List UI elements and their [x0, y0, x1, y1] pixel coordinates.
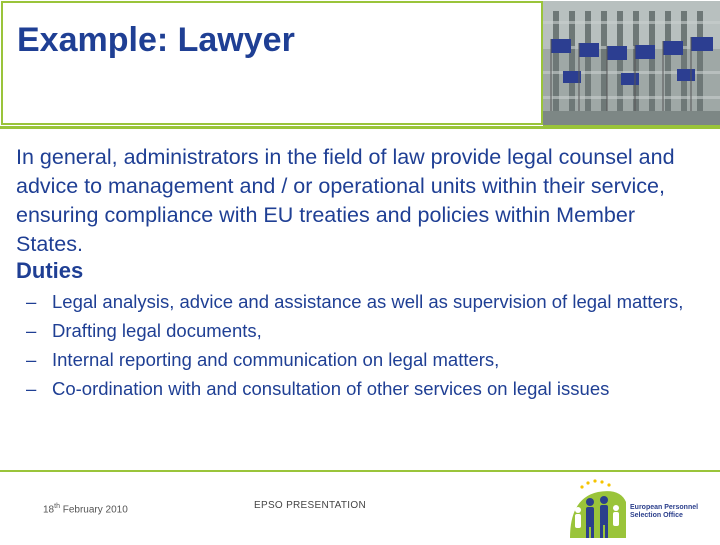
footer-presentation-label: EPSO PRESENTATION [254, 500, 366, 511]
dash-bullet: – [26, 291, 37, 312]
duties-list [26, 290, 720, 406]
slide-title: Example: Lawyer [17, 21, 295, 59]
duties-heading: Duties [16, 258, 84, 283]
footer-divider [0, 470, 720, 472]
list-item [26, 348, 720, 371]
list-item [26, 290, 720, 313]
title-box [1, 1, 543, 125]
header-divider [0, 126, 720, 129]
duty-text: Co-ordination with and consultation of other services on legal issues [52, 378, 610, 399]
logo-wordmark: European Personnel Selection Office [630, 504, 699, 519]
duty-text: Drafting legal documents, [52, 320, 262, 341]
duty-text: Legal analysis, advice and assistance as well as supervision of legal matters, [52, 291, 684, 312]
intro-paragraph: In general, administrators in the field of law provide legal counsel and advice to management and / or operational units within their service, ensuring compliance with EU treaties and policies within Member States. [16, 145, 675, 256]
footer-date: 18th February 2010 [43, 503, 128, 516]
list-item [26, 319, 720, 342]
dash-bullet: – [26, 320, 37, 341]
dash-bullet: – [26, 349, 37, 370]
duty-text: Internal reporting and communication on legal matters, [52, 349, 500, 370]
eu-building-photo [543, 1, 720, 127]
dash-bullet: – [26, 378, 37, 399]
list-item [26, 377, 720, 400]
epso-logo [568, 478, 720, 540]
